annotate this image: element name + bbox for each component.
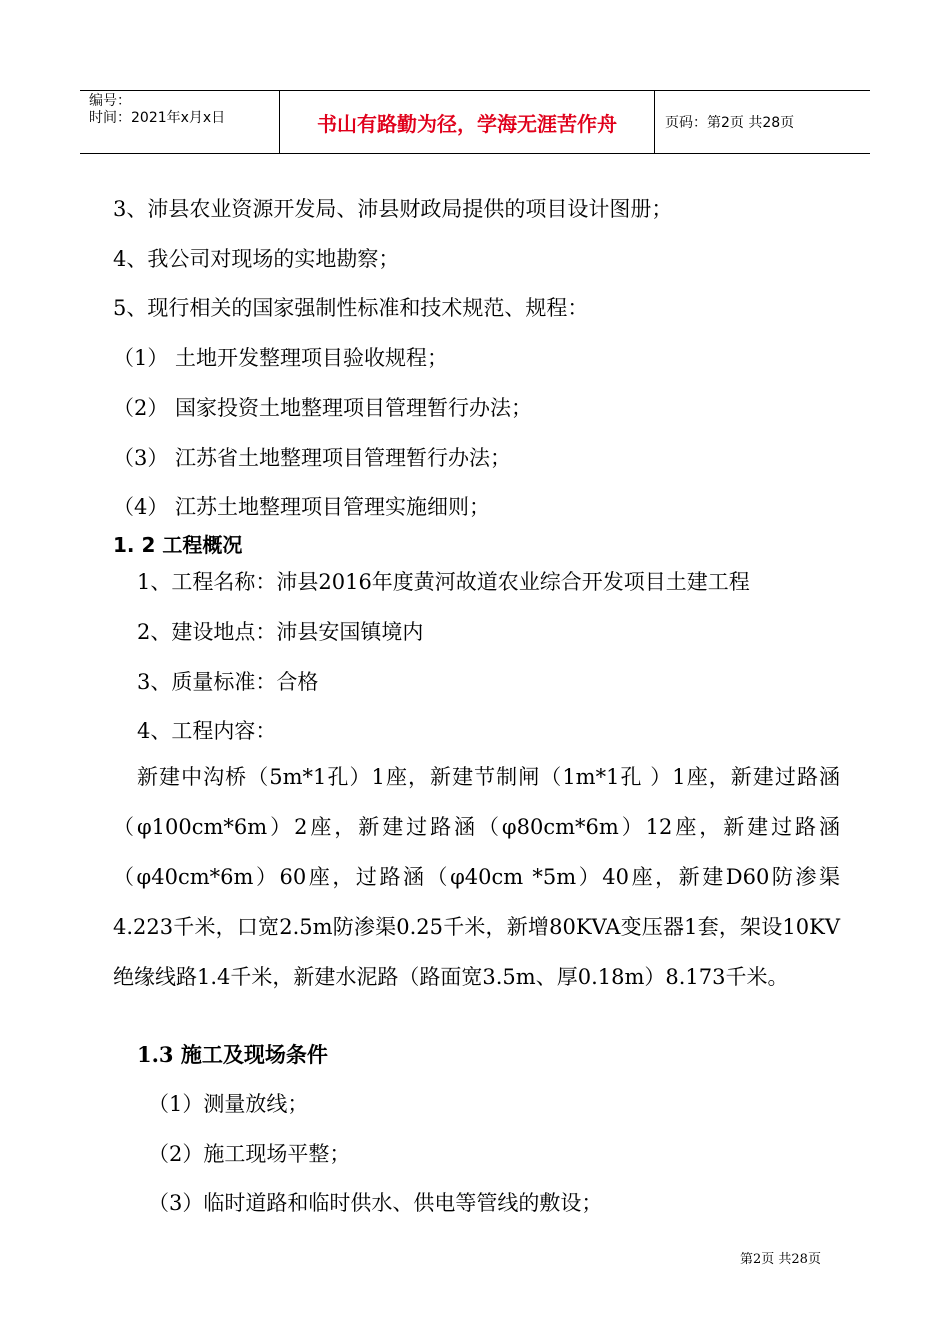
- site-condition-item: （1）测量放线；: [148, 1092, 309, 1116]
- body-line: 5、现行相关的国家强制性标准和技术规范、规程：: [113, 296, 589, 320]
- overview-item: 2、建设地点：沛县安国镇境内: [137, 620, 424, 644]
- body-line: （1） 土地开发整理项目验收规程；: [113, 346, 449, 370]
- document-date: 时间：2021年x月x日: [89, 110, 226, 126]
- body-line: （4） 江苏土地整理项目管理实施细则；: [113, 495, 491, 519]
- page-footer: 第2页 共28页: [740, 1252, 821, 1267]
- body-line: 3、沛县农业资源开发局、沛县财政局提供的项目设计图册；: [113, 197, 673, 221]
- site-condition-item: （2）施工现场平整；: [148, 1142, 351, 1166]
- engineering-content-paragraph: 新建中沟桥（5m*1孔）1座，新建节制闸（1m*1孔 ）1座，新建过路涵（φ100cm*6m）2座，新建过路涵（φ80cm*6m）12座，新建过路涵（φ40cm*6m）60座，过路涵（φ40cm *5m）40座，新建D60防渗渠4.223千米，口宽2.5m防渗渠0.25千米，新增80KVA变压器1套，架设10KV绝缘线路1.4千米，新建水泥路（路面宽3.5m、厚0.18m）8.173千米。: [113, 765, 840, 989]
- overview-item: 4、工程内容：: [137, 719, 277, 743]
- section-heading-1-2: 1. 2 工程概况: [113, 533, 243, 557]
- header-page-info: 页码：第2页 共28页: [665, 115, 795, 131]
- section-heading-1-3: 1.3 施工及现场条件: [137, 1042, 328, 1067]
- header-motto: 书山有路勤为径，学海无涯苦作舟: [280, 91, 655, 153]
- page-header: [80, 90, 870, 154]
- overview-item: 3、质量标准：合格: [137, 670, 319, 694]
- header-meta: [80, 91, 280, 153]
- site-condition-item: （3）临时道路和临时供水、供电等管线的敷设；: [148, 1191, 603, 1215]
- body-line: 4、我公司对现场的实地勘察；: [113, 247, 400, 271]
- body-line: （3） 江苏省土地整理项目管理暂行办法；: [113, 446, 512, 470]
- body-line: （2） 国家投资土地整理项目管理暂行办法；: [113, 396, 533, 420]
- overview-item: 1、工程名称：沛县2016年度黄河故道农业综合开发项目土建工程: [137, 570, 750, 594]
- document-number-label: 编号：: [89, 93, 131, 109]
